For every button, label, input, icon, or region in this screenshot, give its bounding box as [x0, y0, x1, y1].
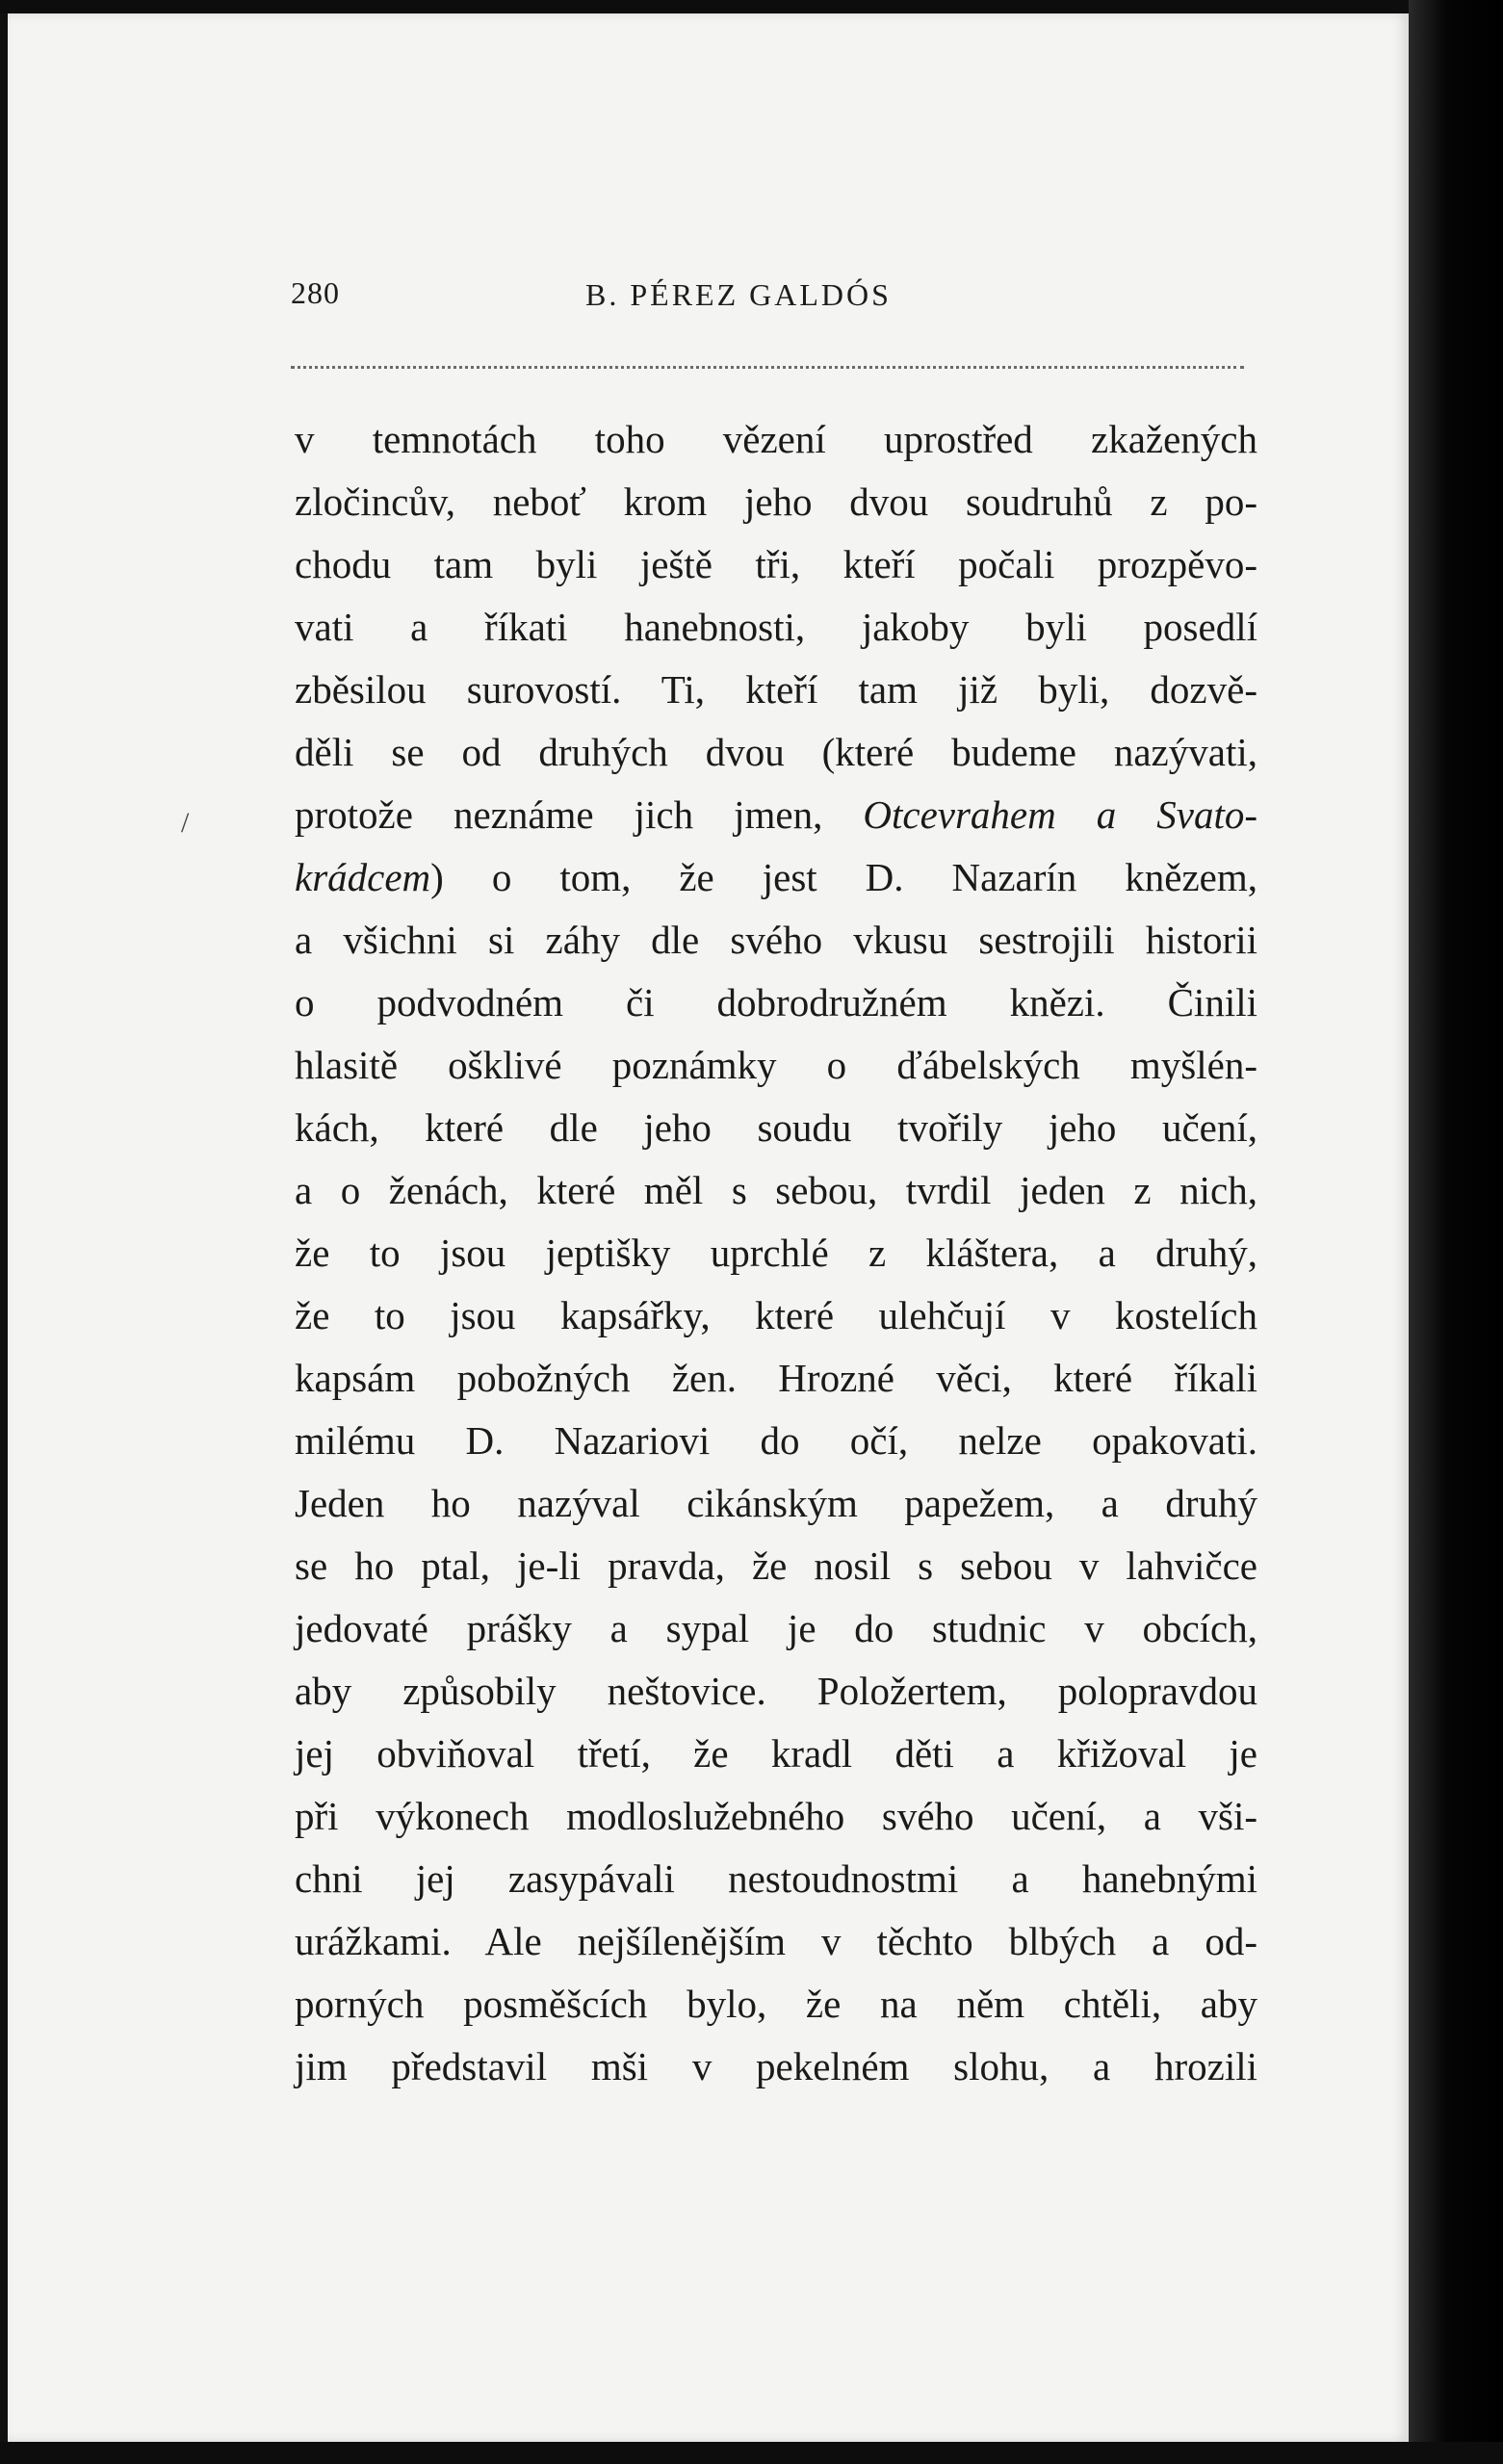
text-line: se ho ptal, je-li pravda, že nosil s sebou v lahvičce	[295, 1543, 1257, 1588]
body-text	[295, 408, 1257, 2098]
text-line: protože neznáme jich jmen, Otcevrahem a Svato-	[295, 792, 1257, 837]
italic-name: Otcevrahem a Svato-	[863, 792, 1257, 837]
text-line: zběsilou surovostí. Ti, kteří tam již byli, dozvě-	[295, 667, 1257, 712]
header-dotted-rule	[291, 366, 1244, 369]
text-line: kapsám pobožných žen. Hrozné věci, které říkali	[295, 1356, 1257, 1400]
text-line: v temnotách toho vězení uprostřed zkažených	[295, 417, 1257, 461]
text-line: při výkonech modloslužebného svého učení, a vši-	[295, 1794, 1257, 1838]
text-line: zločincův, neboť krom jeho dvou soudruhů z po-	[295, 480, 1257, 524]
running-head-author: B. PÉREZ GALDÓS	[585, 277, 892, 312]
text-line: jim představil mši v pekelném slohu, a hrozili	[295, 2044, 1257, 2088]
text-line: chni jej zasypávali nestoudnostmi a hanebnými	[295, 1856, 1257, 1901]
text-line: krádcem) o tom, že jest D. Nazarín knězem,	[295, 855, 1257, 899]
text-line: a všichni si záhy dle svého vkusu sestrojili historii	[295, 918, 1257, 962]
text-line: jej obviňoval třetí, že kradl děti a křižoval je	[295, 1731, 1257, 1776]
text-line: jedovaté prášky a sypal je do studnic v obcích,	[295, 1606, 1257, 1650]
text-line: děli se od druhých dvou (které budeme nazývati,	[295, 730, 1257, 774]
text-line: milému D. Nazariovi do očí, nelze opakovati.	[295, 1418, 1257, 1463]
text-line: že to jsou jeptišky uprchlé z kláštera, a druhý,	[295, 1231, 1257, 1275]
margin-mark: /	[181, 807, 190, 839]
text-line: Jeden ho nazýval cikánským papežem, a druhý	[295, 1481, 1257, 1525]
italic-name: krádcem	[295, 855, 431, 899]
text-line: aby způsobily neštovice. Položertem, polopravdou	[295, 1669, 1257, 1713]
text-line: urážkami. Ale nejšílenějším v těchto blbých a od-	[295, 1919, 1257, 1963]
text-line: a o ženách, které měl s sebou, tvrdil jeden z nich,	[295, 1168, 1257, 1212]
text-line: o podvodném či dobrodružném knězi. Činili	[295, 980, 1257, 1025]
text-line: vati a říkati hanebnosti, jakoby byli posedlí	[295, 605, 1257, 649]
scan-bottom-edge	[0, 2442, 1503, 2464]
text-line: kách, které dle jeho soudu tvořily jeho učení,	[295, 1105, 1257, 1150]
book-gutter-shadow	[1409, 0, 1503, 2464]
page-number: 280	[291, 275, 340, 310]
text-line: že to jsou kapsářky, které ulehčují v kostelích	[295, 1293, 1257, 1337]
page-header	[291, 275, 1254, 324]
scan-top-edge	[0, 0, 1503, 13]
text-line: chodu tam byli ještě tři, kteří počali prozpěvo-	[295, 542, 1257, 586]
text-line: porných posměšcích bylo, že na něm chtěli, aby	[295, 1982, 1257, 2026]
text-line: hlasitě ošklivé poznámky o ďábelských myšlén-	[295, 1043, 1257, 1087]
